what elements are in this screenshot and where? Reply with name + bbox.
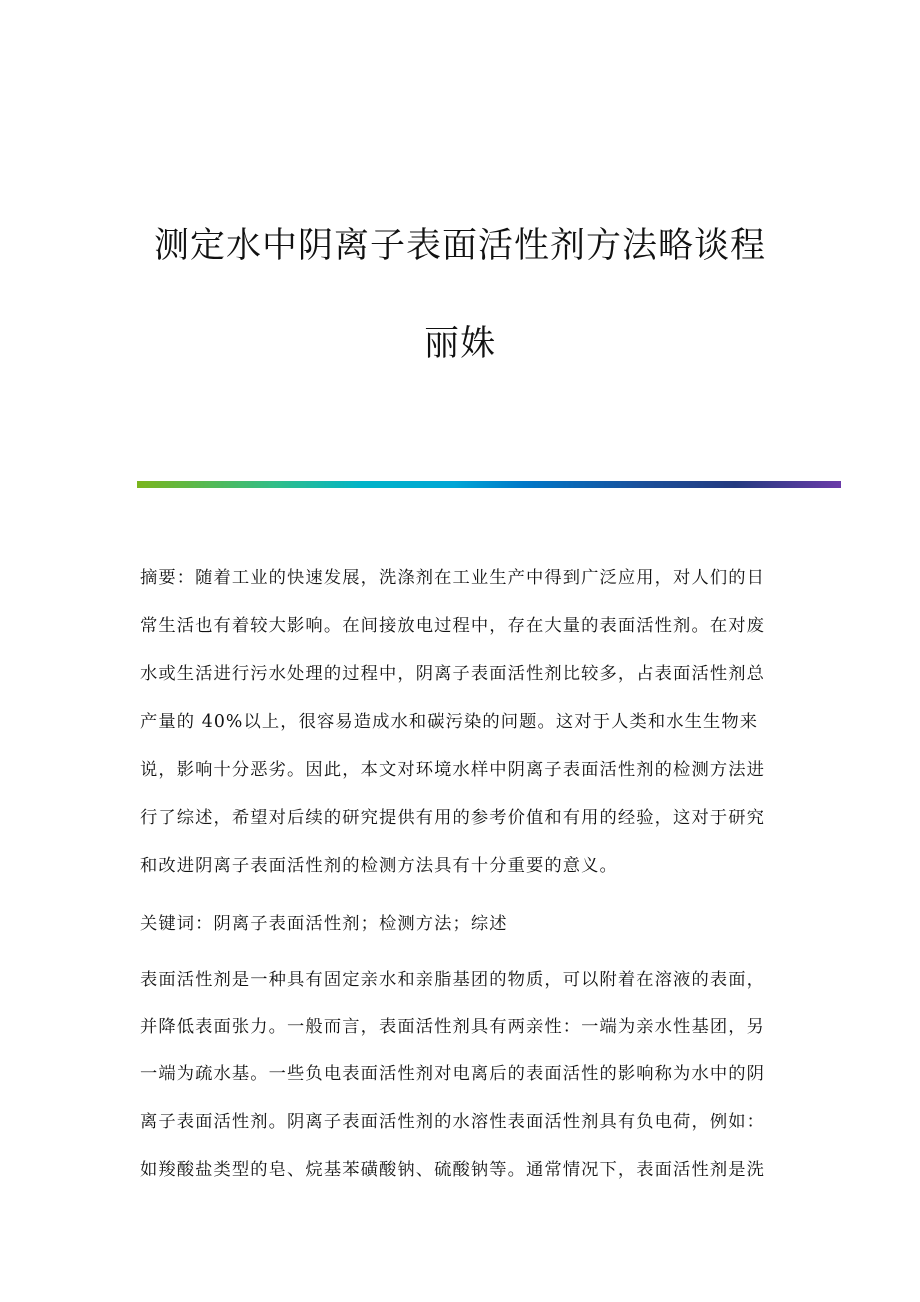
abstract-line: 水或生活进行污水处理的过程中，阴离子表面活性剂比较多，占表面活性剂总 <box>140 664 765 684</box>
abstract-line: 摘要：随着工业的快速发展，洗涤剂在工业生产中得到广泛应用，对人们的日 <box>140 568 765 588</box>
abstract-line: 产量的 40%以上，很容易造成水和碳污染的问题。这对于人类和水生生物来 <box>140 712 759 732</box>
keywords: 关键词：阴离子表面活性剂；检测方法；综述 <box>140 914 508 934</box>
body-line: 表面活性剂是一种具有固定亲水和亲脂基团的物质，可以附着在溶液的表面， <box>140 970 765 990</box>
document-title-line-2: 丽姝 <box>423 324 496 364</box>
body-line: 并降低表面张力。一般而言，表面活性剂具有两亲性：一端为亲水性基团，另 <box>140 1017 765 1037</box>
body-line: 离子表面活性剂。阴离子表面活性剂的水溶性表面活性剂具有负电荷，例如： <box>140 1112 765 1132</box>
abstract-line: 说，影响十分恶劣。因此，本文对环境水样中阴离子表面活性剂的检测方法进 <box>140 760 765 780</box>
document-title-line-1: 测定水中阴离子表面活性剂方法略谈程 <box>153 226 766 266</box>
gradient-divider <box>137 481 841 488</box>
body-line: 如羧酸盐类型的皂、烷基苯磺酸钠、硫酸钠等。通常情况下，表面活性剂是洗 <box>140 1160 765 1180</box>
body-line: 一端为疏水基。一些负电表面活性剂对电离后的表面活性的影响称为水中的阴 <box>140 1064 765 1084</box>
abstract-line: 常生活也有着较大影响。在间接放电过程中，存在大量的表面活性剂。在对废 <box>140 616 765 636</box>
abstract-line: 和改进阴离子表面活性剂的检测方法具有十分重要的意义。 <box>140 856 618 876</box>
abstract-line: 行了综述，希望对后续的研究提供有用的参考价值和有用的经验，这对于研究 <box>140 808 765 828</box>
